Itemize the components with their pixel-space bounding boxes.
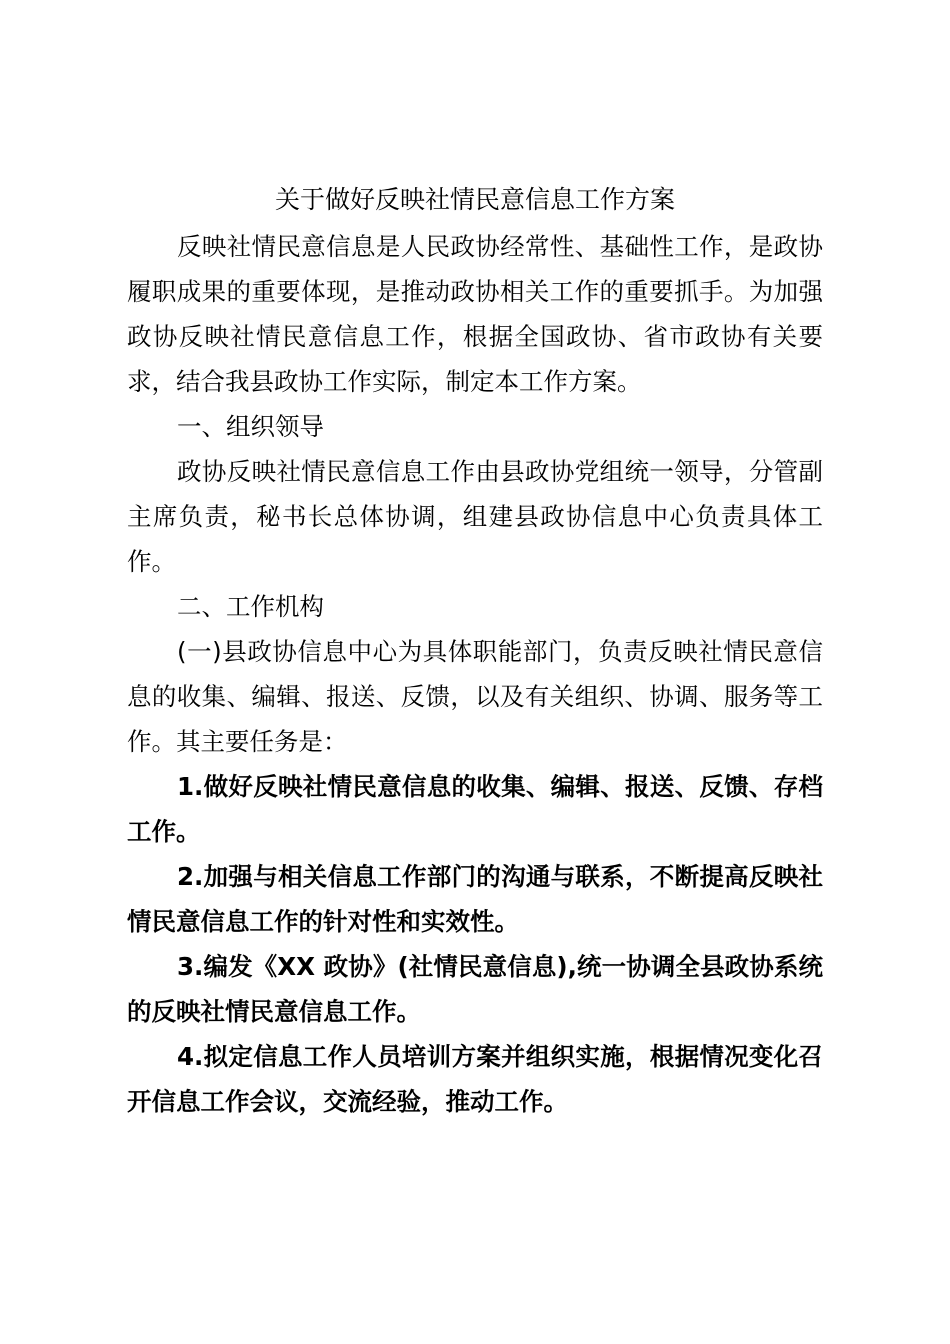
organization-paragraph: 政协反映社情民意信息工作由县政协党组统一领导，分管副主席负责，秘书长总体协调，组建县政协信息中心负责具体工作。	[127, 457, 823, 576]
document-title: 关于做好反映社情民意信息工作方案	[274, 185, 675, 214]
task-item-1: 1.做好反映社情民意信息的收集、编辑、报送、反馈、存档工作。	[127, 772, 823, 846]
section-heading-organization: 一、组织领导	[177, 412, 324, 441]
section-heading-working-body: 二、工作机构	[177, 592, 324, 621]
document-page	[127, 178, 823, 1124]
task-item-4: 4.拟定信息工作人员培训方案并组织实施，根据情况变化召开信息工作会议，交流经验，推动工作。	[127, 1042, 823, 1116]
intro-paragraph: 反映社情民意信息是人民政协经常性、基础性工作，是政协履职成果的重要体现，是推动政协相关工作的重要抓手。为加强政协反映社情民意信息工作，根据全国政协、省市政协有关要求，结合我县政协工作实际，制定本工作方案。	[127, 232, 823, 396]
task-item-2: 2.加强与相关信息工作部门的沟通与联系，不断提高反映社情民意信息工作的针对性和实效性。	[127, 862, 823, 936]
working-body-paragraph: (一)县政协信息中心为具体职能部门，负责反映社情民意信息的收集、编辑、报送、反馈，以及有关组织、协调、服务等工作。其主要任务是：	[127, 637, 823, 756]
task-item-3: 3.编发《XX 政协》(社情民意信息),统一协调全县政协系统的反映社情民意信息工作。	[127, 952, 823, 1026]
